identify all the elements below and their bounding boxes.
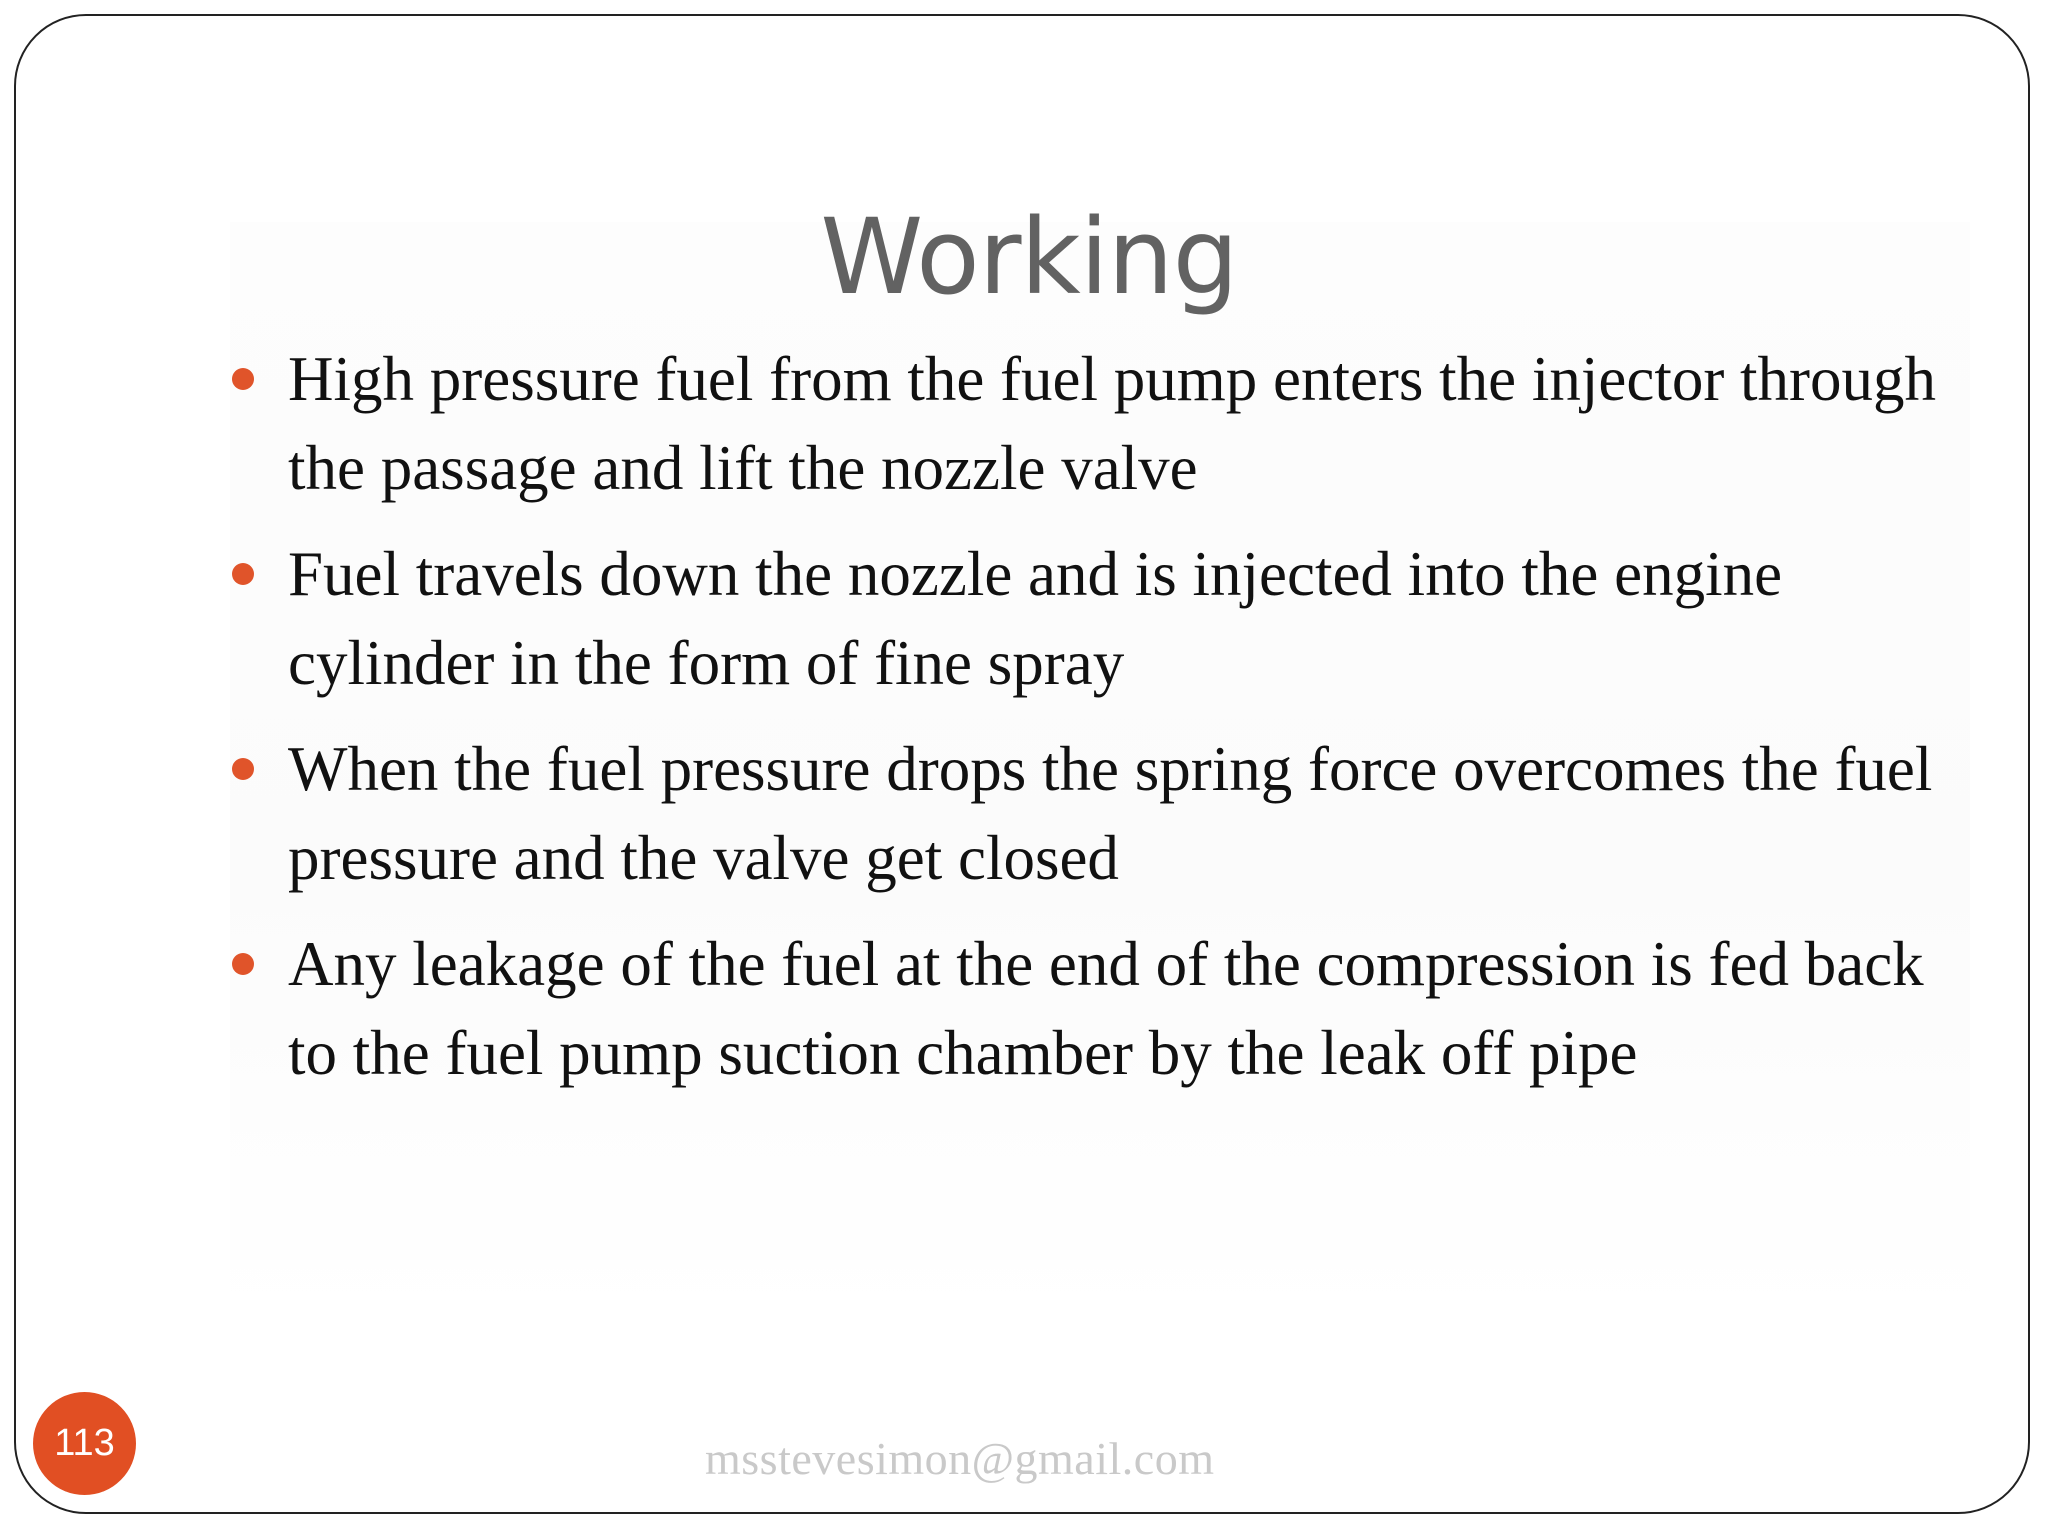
bullet-dot-icon [232, 953, 254, 975]
bullet-item [220, 920, 1940, 1098]
bullet-list [220, 335, 1940, 1115]
bullet-item [220, 530, 1940, 708]
bullet-text: High pressure fuel from the fuel pump enters the injector through the passage and lift the nozzle valve [288, 344, 1937, 503]
bullet-text: Fuel travels down the nozzle and is injected into the engine cylinder in the form of fine spray [288, 539, 1783, 698]
bullet-dot-icon [232, 563, 254, 585]
bullet-item [220, 725, 1940, 903]
bullet-text: When the fuel pressure drops the spring force overcomes the fuel pressure and the valve get closed [288, 734, 1933, 893]
bullet-item [220, 335, 1940, 513]
footer-email: msstevesimon@gmail.com [705, 1433, 1215, 1484]
slide-title: Working [820, 196, 1238, 318]
bullet-dot-icon [232, 758, 254, 780]
bullet-dot-icon [232, 368, 254, 390]
page-number-badge: 113 [33, 1392, 136, 1495]
bullet-text: Any leakage of the fuel at the end of the compression is fed back to the fuel pump suction chamber by the leak off pipe [288, 929, 1924, 1088]
